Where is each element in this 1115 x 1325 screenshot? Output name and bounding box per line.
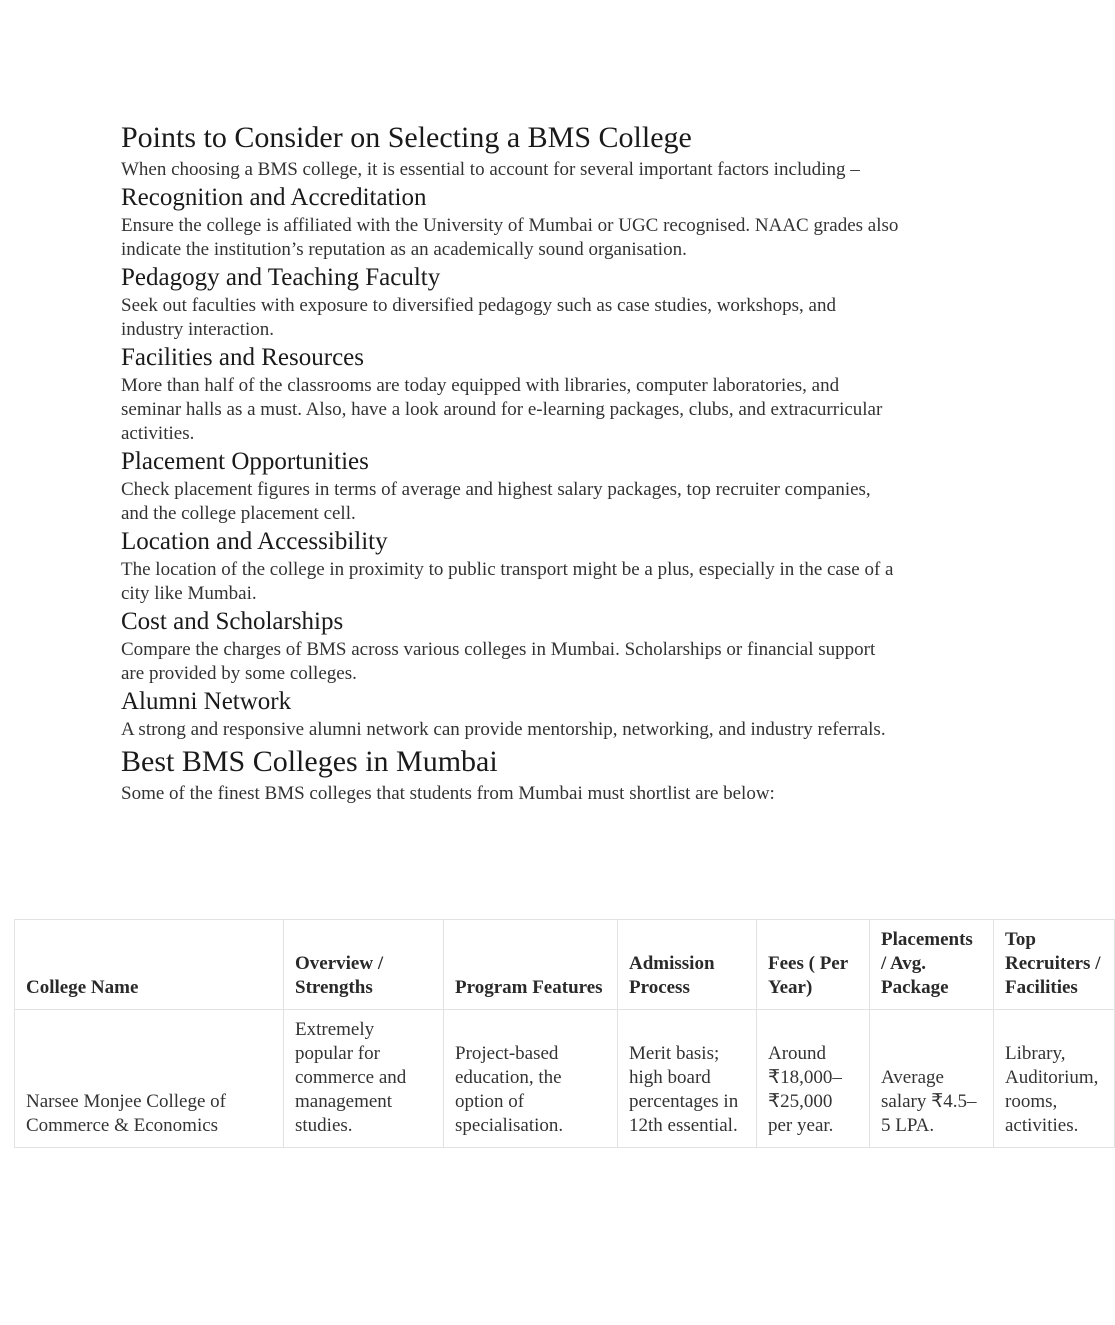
table-header-row bbox=[15, 920, 1115, 1010]
header-overview: Overview / Strengths bbox=[284, 920, 444, 1010]
colleges-table bbox=[14, 919, 1115, 1148]
section-heading-placement: Placement Opportunities bbox=[121, 448, 369, 475]
cell-college-name: Narsee Monjee College of Commerce & Economics bbox=[15, 1010, 284, 1148]
cell-fees: Around ₹18,000–₹25,000 per year. bbox=[757, 1010, 870, 1148]
header-college-name: College Name bbox=[15, 920, 284, 1010]
section-text-location: The location of the college in proximity to public transport might be a plus, especially in the case of a city like Mumbai. bbox=[121, 559, 894, 604]
cell-program-features: Project-based education, the option of specialisation. bbox=[444, 1010, 618, 1148]
section-text-alumni: A strong and responsive alumni network can provide mentorship, networking, and industry referrals. bbox=[121, 719, 886, 740]
section-heading-alumni: Alumni Network bbox=[121, 688, 292, 715]
best-colleges-title: Best BMS Colleges in Mumbai bbox=[121, 745, 498, 778]
header-fees: Fees ( Per Year) bbox=[757, 920, 870, 1010]
section-text-cost: Compare the charges of BMS across various colleges in Mumbai. Scholarships or financial support are provided by some colleges. bbox=[121, 639, 876, 684]
section-heading-recognition: Recognition and Accreditation bbox=[121, 184, 427, 211]
section-heading-pedagogy: Pedagogy and Teaching Faculty bbox=[121, 264, 441, 291]
section-heading-location: Location and Accessibility bbox=[121, 528, 388, 555]
header-program-features: Program Features bbox=[444, 920, 618, 1010]
table-row bbox=[15, 1010, 1115, 1148]
cell-admission-process: Merit basis; high board percentages in 12th essential. bbox=[618, 1010, 757, 1148]
section-text-facilities: More than half of the classrooms are today equipped with libraries, computer laboratories, and seminar halls as a must. Also, have a look around for e-learning packages, clubs, and extracurricular activities. bbox=[121, 375, 883, 444]
header-placements: Placements / Avg. Package bbox=[870, 920, 994, 1010]
cell-overview: Extremely popular for commerce and management studies. bbox=[284, 1010, 444, 1148]
section-text-placement: Check placement figures in terms of average and highest salary packages, top recruiter companies, and the college placement cell. bbox=[121, 479, 871, 524]
section-text-recognition: Ensure the college is affiliated with the University of Mumbai or UGC recognised. NAAC grades also indicate the institution’s reputation as an academically sound organisation. bbox=[121, 215, 899, 260]
cell-top-recruiters: Library, Auditorium, rooms, activities. bbox=[994, 1010, 1115, 1148]
intro-paragraph: When choosing a BMS college, it is essential to account for several important factors including – bbox=[121, 159, 860, 180]
section-heading-facilities: Facilities and Resources bbox=[121, 344, 364, 371]
section-text-pedagogy: Seek out faculties with exposure to diversified pedagogy such as case studies, workshops, and industry interaction. bbox=[121, 295, 836, 340]
page-title: Points to Consider on Selecting a BMS College bbox=[121, 121, 692, 154]
colleges-table-container[interactable] bbox=[14, 919, 1101, 1148]
article-content bbox=[121, 118, 901, 806]
section-heading-cost: Cost and Scholarships bbox=[121, 608, 344, 635]
cell-placements: Average salary ₹4.5–5 LPA. bbox=[870, 1010, 994, 1148]
header-admission-process: Admission Process bbox=[618, 920, 757, 1010]
header-top-recruiters: Top Recruiters / Facilities bbox=[994, 920, 1115, 1010]
best-colleges-intro: Some of the finest BMS colleges that students from Mumbai must shortlist are below: bbox=[121, 783, 775, 804]
